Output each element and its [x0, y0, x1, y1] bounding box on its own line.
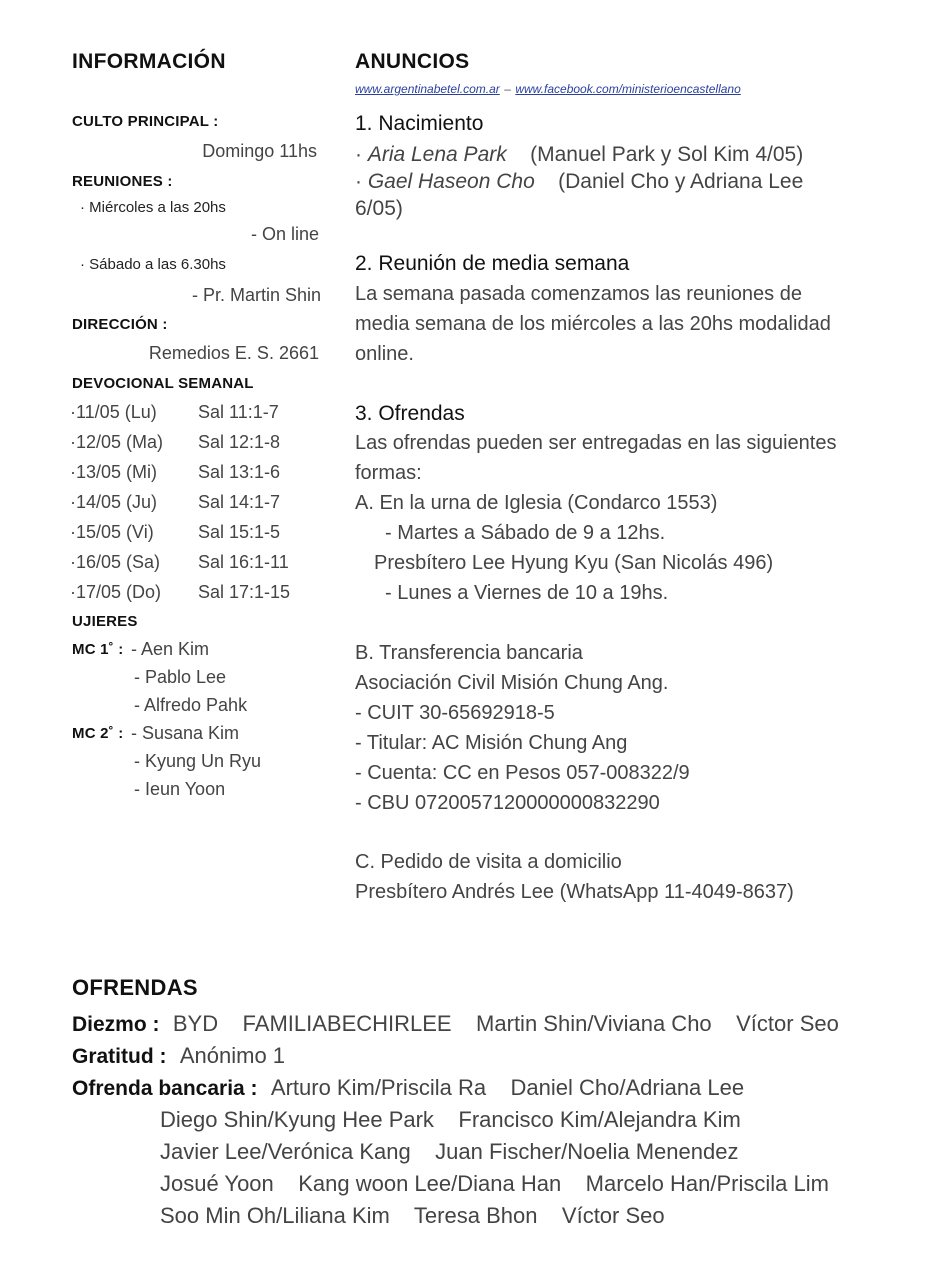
- bancaria-row: [72, 1075, 744, 1101]
- info-heading: INFORMACIÓN: [72, 50, 226, 73]
- mc2-member: - Ieun Yoon: [134, 779, 226, 799]
- baby-name: Gael Haseon Cho: [367, 170, 535, 193]
- gratitud-label: Gratitud :: [72, 1045, 167, 1068]
- devocional-date: ·16/05 (Sa): [70, 552, 161, 572]
- link-separator: –: [504, 82, 511, 96]
- nacimiento-line-3: 6/05): [355, 197, 403, 220]
- culto-label: CULTO PRINCIPAL :: [72, 113, 219, 130]
- gratitud-names: Anónimo 1: [179, 1043, 286, 1068]
- nacimiento-line-2: [355, 170, 803, 194]
- ofrendas-title: 3. Ofrendas: [355, 402, 465, 425]
- bancaria-names: Soo Min Oh/Liliana Kim Teresa Bhon Víctor Seo: [160, 1203, 665, 1228]
- devocional-ref: Sal 12:1-8: [198, 432, 281, 452]
- devocional-ref: Sal 13:1-6: [198, 462, 281, 482]
- bullet: ·: [355, 170, 368, 193]
- mc1-label: MC 1˚ :: [72, 641, 124, 658]
- reunion-miercoles: · Miércoles a las 20hs: [80, 199, 226, 216]
- bancaria-names: Javier Lee/Verónica Kang Juan Fischer/Noelia Menendez: [160, 1139, 739, 1164]
- transferencia-text: B. Transferencia bancaria: [355, 642, 583, 664]
- mc1-member: - Aen Kim: [131, 639, 210, 659]
- website-link[interactable]: www.argentinabetel.com.ar: [355, 82, 500, 96]
- nacimiento-line-1: [355, 143, 803, 167]
- bancaria-names: Diego Shin/Kyung Hee Park Francisco Kim/Alejandra Kim: [160, 1107, 741, 1132]
- gratitud-row: [72, 1043, 285, 1069]
- devocional-ref: Sal 15:1-5: [198, 522, 281, 542]
- devocional-ref: Sal 14:1-7: [198, 492, 281, 512]
- ofrendas-text: A. En la urna de Iglesia (Condarco 1553): [355, 492, 718, 514]
- ofrendas-heading: OFRENDAS: [72, 975, 198, 1000]
- reunion-media-text: media semana de los miércoles a las 20hs modalidad: [355, 313, 831, 335]
- bancaria-label: Ofrenda bancaria :: [72, 1077, 258, 1100]
- mc1-member: - Alfredo Pahk: [134, 695, 248, 715]
- devocional-date: ·17/05 (Do): [70, 582, 162, 602]
- ujieres-label: UJIERES: [72, 613, 138, 630]
- reunion-media-text: La semana pasada comenzamos las reuniones de: [355, 283, 802, 305]
- anuncios-heading: ANUNCIOS: [355, 50, 470, 73]
- ofrendas-text: Presbítero Lee Hyung Kyu (San Nicolás 496): [374, 552, 774, 574]
- transferencia-text: - Cuenta: CC en Pesos 057-008322/9: [355, 762, 690, 784]
- links-row: [355, 80, 741, 98]
- reuniones-label: REUNIONES :: [72, 173, 173, 190]
- parents: (Daniel Cho y Adriana Lee: [558, 170, 804, 193]
- transferencia-text: - CUIT 30-65692918-5: [355, 702, 555, 724]
- devocional-date: ·13/05 (Mi): [70, 462, 158, 482]
- mc2-member: - Susana Kim: [131, 723, 240, 743]
- parents: (Manuel Park y Sol Kim 4/05): [530, 143, 804, 166]
- bullet: ·: [355, 143, 368, 166]
- diezmo-row: [72, 1011, 839, 1037]
- diezmo-names: BYD FAMILIABECHIRLEE Martin Shin/Viviana Cho Víctor Seo: [172, 1011, 839, 1036]
- transferencia-text: Asociación Civil Misión Chung Ang.: [355, 672, 669, 694]
- facebook-link[interactable]: www.facebook.com/ministerioencastellano: [515, 82, 741, 96]
- direccion-value: Remedios E. S. 2661: [148, 343, 319, 363]
- baby-name: Aria Lena Park: [367, 143, 507, 166]
- reunion-media-title: 2. Reunión de media semana: [355, 252, 630, 275]
- devocional-date: ·14/05 (Ju): [70, 492, 158, 512]
- nacimiento-title: 1. Nacimiento: [355, 112, 484, 135]
- ofrendas-text: - Martes a Sábado de 9 a 12hs.: [385, 522, 666, 544]
- devocional-date: ·11/05 (Lu): [70, 402, 157, 422]
- direccion-label: DIRECCIÓN :: [72, 316, 168, 333]
- visita-text: C. Pedido de visita a domicilio: [355, 851, 622, 873]
- reunion-miercoles-mode: - On line: [250, 224, 319, 244]
- devocional-date: ·12/05 (Ma): [70, 432, 164, 452]
- devocional-label: DEVOCIONAL SEMANAL: [72, 375, 254, 392]
- ofrendas-text: - Lunes a Viernes de 10 a 19hs.: [385, 582, 669, 604]
- devocional-date: ·15/05 (Vi): [70, 522, 154, 542]
- culto-time: Domingo 11hs: [202, 141, 317, 161]
- ofrendas-text: formas:: [355, 462, 422, 484]
- mc2-member: - Kyung Un Ryu: [134, 751, 262, 771]
- reunion-media-text: online.: [355, 343, 414, 365]
- bancaria-names: Arturo Kim/Priscila Ra Daniel Cho/Adriana Lee: [270, 1075, 745, 1100]
- mc1-member: - Pablo Lee: [134, 667, 227, 687]
- reunion-sabado: · Sábado a las 6.30hs: [80, 256, 226, 273]
- diezmo-label: Diezmo :: [72, 1013, 160, 1036]
- devocional-ref: Sal 17:1-15: [198, 582, 291, 602]
- visita-text: Presbítero Andrés Lee (WhatsApp 11-4049-8637): [355, 881, 794, 903]
- transferencia-text: - CBU 0720057120000000832290: [355, 792, 660, 814]
- transferencia-text: - Titular: AC Misión Chung Ang: [355, 732, 628, 754]
- devocional-ref: Sal 11:1-7: [198, 402, 279, 422]
- reunion-sabado-leader: - Pr. Martin Shin: [191, 285, 321, 305]
- ofrendas-text: Las ofrendas pueden ser entregadas en las siguientes: [355, 432, 837, 454]
- devocional-ref: Sal 16:1-11: [198, 552, 289, 572]
- bancaria-names: Josué Yoon Kang woon Lee/Diana Han Marcelo Han/Priscila Lim: [160, 1171, 829, 1196]
- mc2-label: MC 2˚ :: [72, 725, 124, 742]
